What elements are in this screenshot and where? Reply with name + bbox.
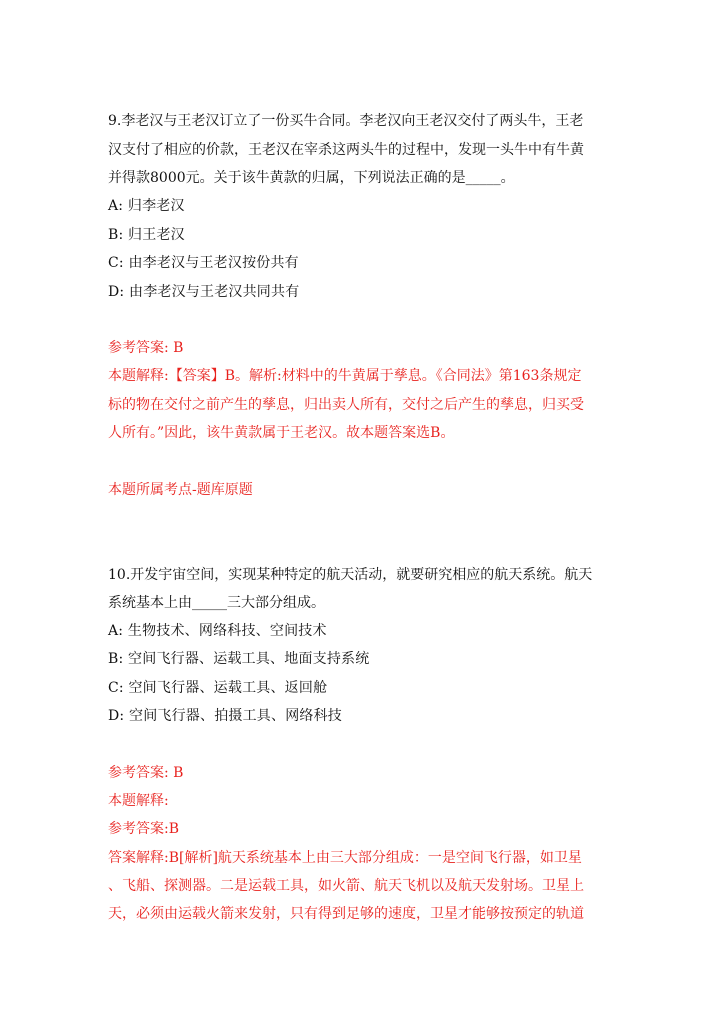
q9-explanation-line-3: 人所有。”因此，该牛黄款属于王老汉。故本题答案选B。 bbox=[108, 425, 455, 441]
q9-stem-line-1: 9.李老汉与王老汉订立了一份买牛合同。李老汉向王老汉交付了两头牛，王老 bbox=[108, 113, 584, 129]
q9-option-c: C: 由李老汉与王老汉按份共有 bbox=[108, 255, 299, 271]
q10-explanation-label: 本题解释: bbox=[108, 793, 169, 809]
q9-stem-line-2: 汉支付了相应的价款，王老汉在宰杀这两头牛的过程中，发现一头牛中有牛黄 bbox=[108, 142, 584, 158]
q9-explanation-line-1: 本题解释:【答案】B。解析:材料中的牛黄属于孳息。《合同法》第163条规定 bbox=[108, 368, 582, 384]
q10-answer: 参考答案: B bbox=[108, 765, 184, 781]
q10-explanation-line-1: 答案解释:B[解析]航天系统基本上由三大部分组成：一是空间飞行器，如卫星 bbox=[108, 850, 582, 866]
q9-explanation-line-2: 标的物在交付之前产生的孳息，归出卖人所有，交付之后产生的孳息，归买受 bbox=[108, 397, 584, 413]
q10-option-a: A: 生物技术、网络科技、空间技术 bbox=[108, 623, 327, 639]
q9-topic: 本题所属考点-题库原题 bbox=[108, 482, 253, 498]
q9-answer: 参考答案: B bbox=[108, 340, 184, 356]
q10-option-b: B: 空间飞行器、运载工具、地面支持系统 bbox=[108, 651, 370, 667]
q9-stem-line-3: 并得款8000元。关于该牛黄款的归属，下列说法正确的是_____。 bbox=[108, 170, 515, 186]
q9-option-d: D: 由李老汉与王老汉共同共有 bbox=[108, 284, 300, 300]
q10-stem-line-1: 10.开发宇宙空间，实现某种特定的航天活动，就要研究相应的航天系统。航天 bbox=[108, 567, 593, 583]
q10-explanation-line-2: 、飞船、探测器。二是运载工具，如火箭、航天飞机以及航天发射场。卫星上 bbox=[108, 878, 584, 894]
q9-option-b: B: 归王老汉 bbox=[108, 227, 185, 243]
q10-stem-line-2: 系统基本上由_____三大部分组成。 bbox=[108, 595, 325, 611]
q10-option-d: D: 空间飞行器、拍摄工具、网络科技 bbox=[108, 708, 342, 724]
q10-answer-repeat: 参考答案:B bbox=[108, 821, 180, 837]
q10-option-c: C: 空间飞行器、运载工具、返回舱 bbox=[108, 680, 328, 696]
q9-option-a: A: 归李老汉 bbox=[108, 198, 185, 214]
q10-explanation-line-3: 天，必须由运载火箭来发射，只有得到足够的速度，卫星才能够按预定的轨道 bbox=[108, 906, 584, 922]
